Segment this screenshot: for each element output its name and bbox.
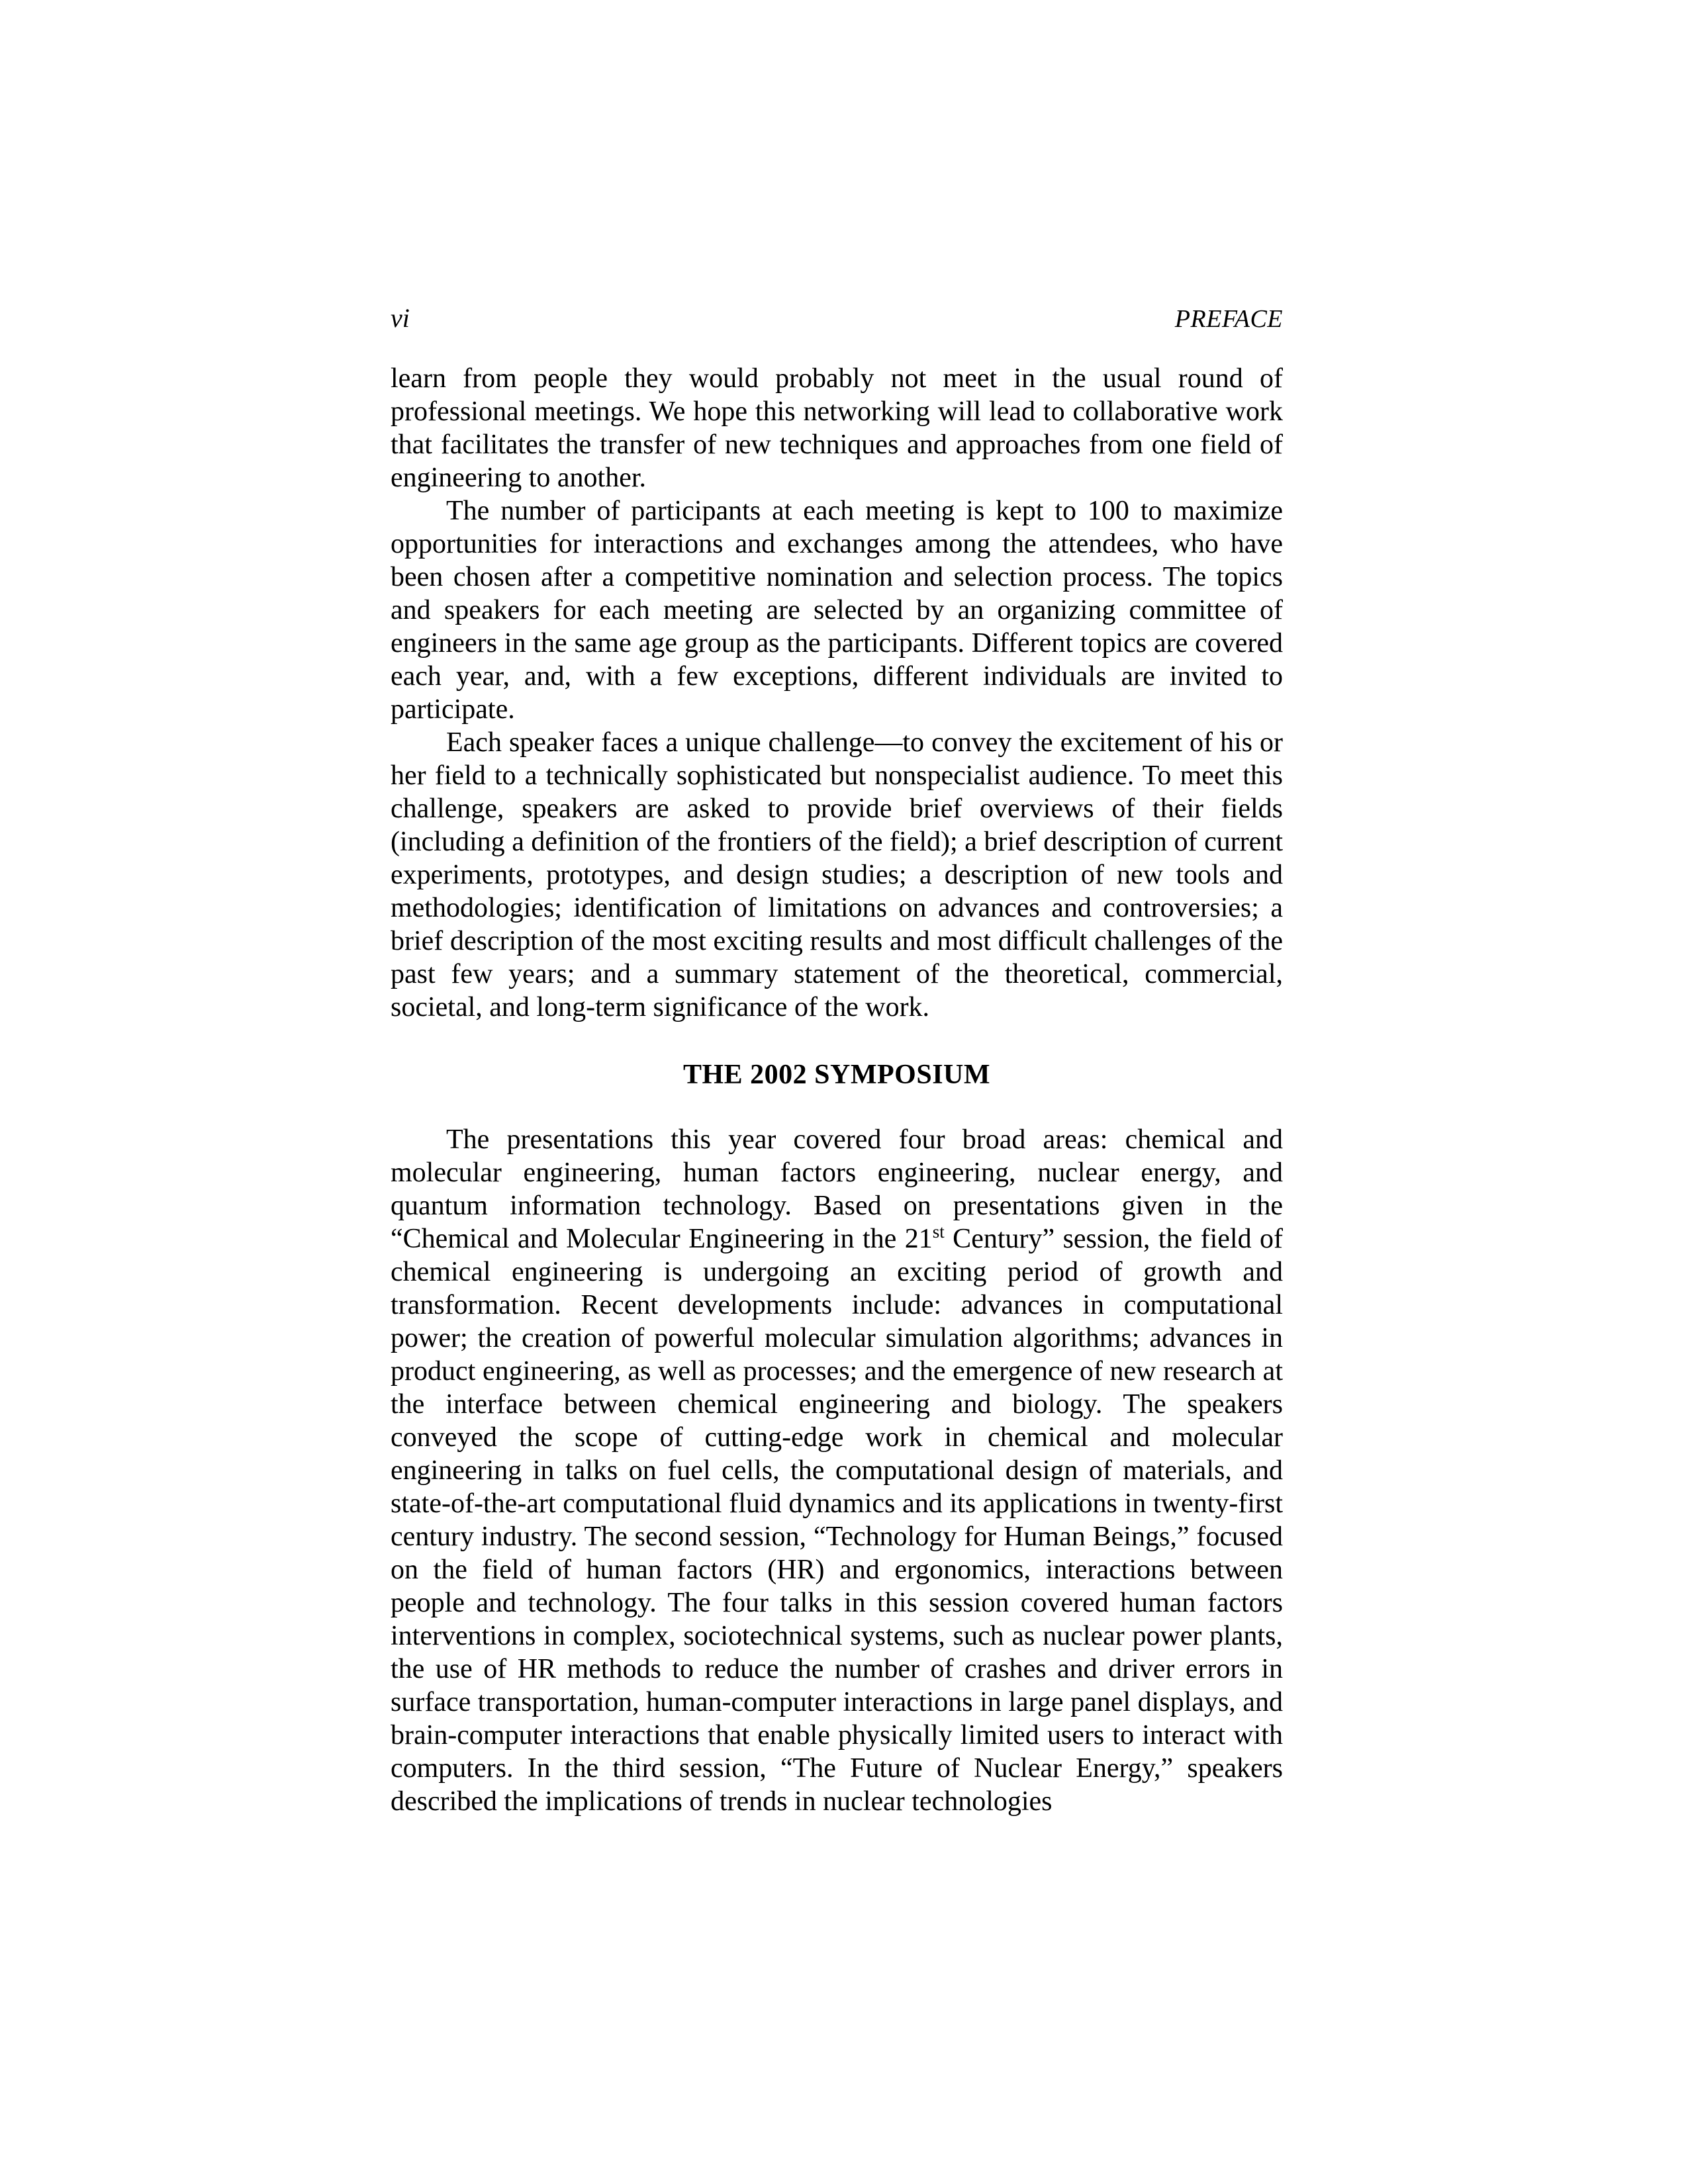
body-text xyxy=(391,362,1283,1818)
paragraph-text-pre: The presentations this year covered four broad areas: chemical and molecular engineering, human factors engineering, nuclear energy, and quantum information technology. Based on presentations given in the “Chemical and Molecular Engineering in the 21 xyxy=(391,1124,1283,1254)
page-number: vi xyxy=(391,303,410,333)
running-title: PREFACE xyxy=(1174,305,1283,333)
paragraph-continuation: learn from people they would probably not meet in the usual round of professional meetings. We hope this networking will lead to collaborative work that facilitates the transfer of new techniques and approaches from one field of engineering to another. xyxy=(391,363,1283,493)
page-header xyxy=(391,303,1283,334)
text-block xyxy=(391,303,1283,1818)
paragraph xyxy=(391,1123,1283,1818)
paragraph: The number of participants at each meeting is kept to 100 to maximize opportunities for interactions and exchanges among the attendees, who have been chosen after a competitive nomination and selection process. The topics and speakers for each meeting are selected by an organizing committee of engineers in the same age group as the participants. Different topics are covered each year, and, with a few exceptions, different individuals are invited to participate. xyxy=(391,496,1283,725)
paragraph-text-post: Century” session, the field of chemical engineering is undergoing an exciting period of growth and transformation. Recent developments include: advances in computational power; the creation of powerful molecular simulation algorithms; advances in product engineering, as well as processes; and the emergence of new research at the interface between chemical engineering and biology. The speakers conveyed the scope of cutting-edge work in chemical and molecular engineering in talks on fuel cells, the computational design of materials, and state-of-the-art computational fluid dynamics and its applications in twenty-first century industry. The second session, “Technology for Human Beings,” focused on the field of human factors (HR) and ergonomics, interactions between people and technology. The four talks in this session covered human factors interventions in complex, sociotechnical systems, such as nuclear power plants, the use of HR methods to reduce the number of crashes and driver errors in surface transportation, human-computer interactions in large panel displays, and brain-computer interactions that enable physically limited users to interact with computers. In the third session, “The Future of Nuclear Energy,” speakers described the implications of trends in nuclear technologies xyxy=(391,1224,1283,1817)
ordinal-superscript: st xyxy=(932,1222,945,1242)
paragraph: Each speaker faces a unique challenge—to convey the excitement of his or her field to a technically sophisticated but nonspecialist audience. To meet this challenge, speakers are asked to provide brief overviews of their fields (including a definition of the frontiers of the field); a brief description of current experiments, prototypes, and design studies; a description of new tools and methodologies; identification of limitations on advances and controversies; a brief description of the most exciting results and most difficult challenges of the past few years; and a summary statement of the theoretical, commercial, societal, and long-term significance of the work. xyxy=(391,727,1283,1023)
section-heading: THE 2002 SYMPOSIUM xyxy=(682,1060,991,1090)
